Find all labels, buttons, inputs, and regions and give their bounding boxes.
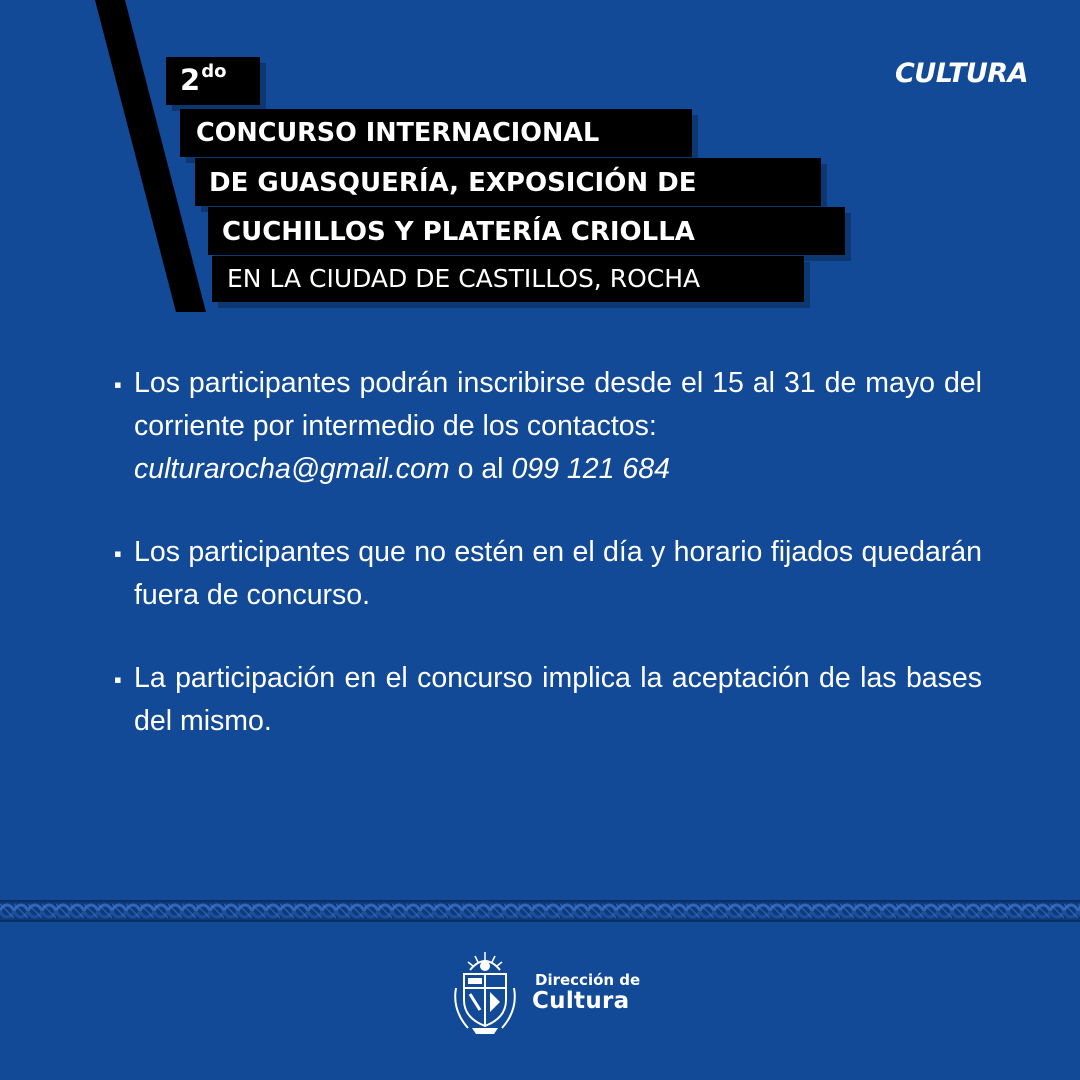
title-line-2-text: DE GUASQUERÍA, EXPOSICIÓN DE [209,168,697,198]
bullet-list [114,362,982,783]
rocha-coat-of-arms-icon [450,948,520,1036]
footer-cultura-label: Cultura [532,988,630,1014]
contact-phone[interactable]: 099 121 684 [511,453,670,485]
bullet-square-icon: ▪ [114,541,122,566]
braid-divider [0,900,1080,922]
bullet-3-text: La participación en el concurso implica la aceptación de las bases del mismo. [134,662,982,737]
contact-connector: o al [457,453,504,485]
title-line-3 [208,207,845,255]
title-line-2 [195,158,821,206]
title-line-1 [180,109,692,157]
title-line-4-text: EN LA CIUDAD DE CASTILLOS, ROCHA [227,264,701,293]
list-item [114,657,982,743]
contact-email[interactable]: culturarocha@gmail.com [134,453,450,485]
list-item [114,531,982,617]
bullet-square-icon: ▪ [114,372,122,397]
title-line-1-text: CONCURSO INTERNACIONAL [196,118,600,148]
edition-suffix: do [201,61,227,82]
edition-label [166,57,260,105]
list-item [114,362,982,491]
cultura-brand-logo: CULTURA [894,58,1028,89]
bullet-2-text: Los participantes que no estén en el día y horario fijados quedarán fuera de concurso. [134,536,982,611]
edition-number: 2 [180,63,201,97]
title-line-3-text: CUCHILLOS Y PLATERÍA CRIOLLA [222,217,695,247]
bullet-1-text: Los participantes podrán inscribirse desde el 15 al 31 de mayo del corriente por intermedio de los contactos: [134,367,982,442]
footer-direccion-label: Dirección de [535,971,641,989]
title-line-4 [212,256,804,302]
bullet-square-icon: ▪ [114,667,122,692]
